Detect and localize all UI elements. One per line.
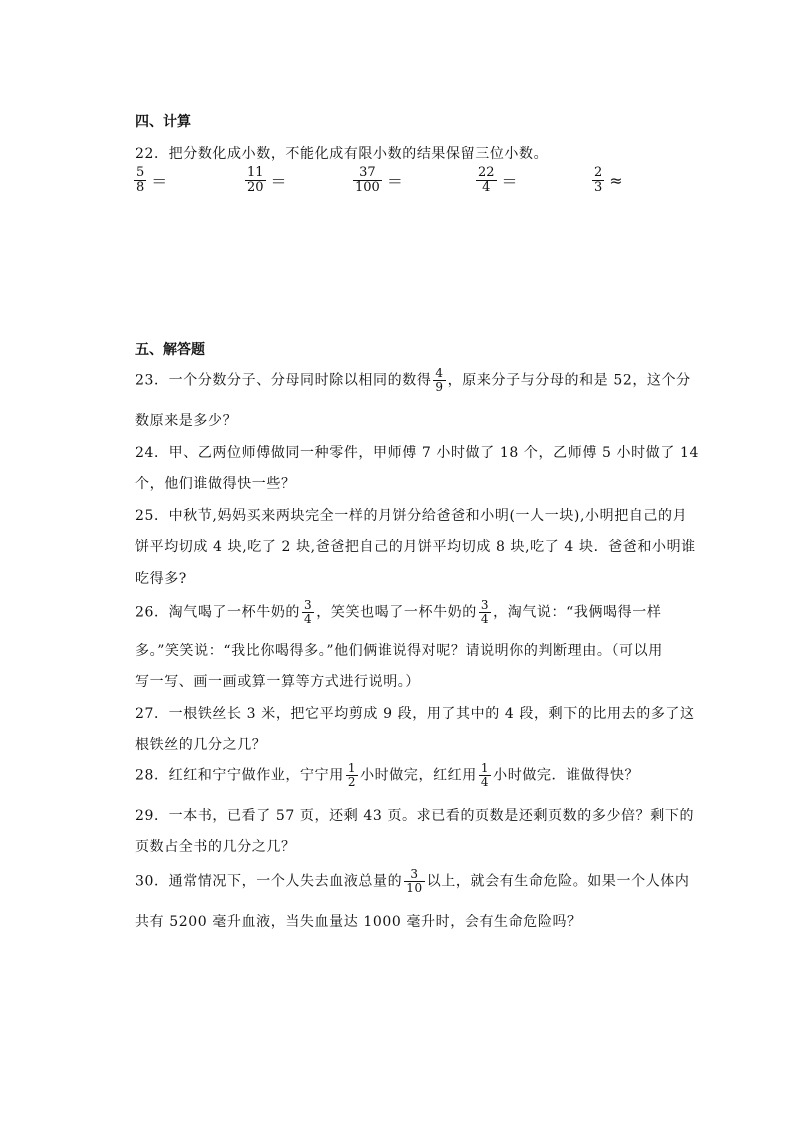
denominator: 8 (136, 180, 145, 195)
text-segment: 小时做完．谁做得快？ (493, 767, 640, 784)
question-22-text: 22．把分数化成小数，不能化成有限小数的结果保留三位小数。 (135, 146, 549, 162)
denominator: 2 (347, 775, 357, 789)
denominator: 10 (406, 881, 423, 895)
fraction (479, 762, 491, 789)
denominator: 4 (480, 612, 490, 626)
operator: ＝ (501, 172, 518, 191)
denominator: 100 (355, 180, 380, 195)
fraction (245, 166, 266, 195)
question-25-line-3: 吃得多? (135, 571, 187, 587)
fraction-exercise-2 (243, 166, 287, 195)
numerator: 3 (480, 598, 490, 612)
question-27-line-2: 根铁丝的几分之几？ (135, 737, 267, 753)
operator: ＝ (270, 172, 287, 191)
question-24-line-2: 个，他们谁做得快一些？ (135, 476, 296, 492)
numerator: 11 (247, 165, 264, 180)
question-26-line-3: 写一写、画一画或算一算等方式进行说明。） (135, 674, 420, 690)
question-25-line-2: 饼平均切成 4 块,吃了 2 块,爸爸把自己的月饼平均切成 8 块,吃了 4 块．爸爸和小明谁 (135, 539, 696, 555)
denominator: 4 (480, 775, 490, 789)
numerator: 22 (478, 165, 495, 180)
question-28-line-1 (135, 762, 639, 789)
question-29-line-1: 29．一本书，已看了 57 页，还剩 43 页。求已看的页数是还剩页数的多少倍？剩下的 (135, 808, 695, 824)
fraction (476, 166, 497, 195)
fraction-exercise-4 (474, 166, 518, 195)
numerator: 5 (136, 165, 145, 180)
fraction (302, 599, 314, 626)
fraction (479, 599, 491, 626)
text-segment: ，原来分子与分母的和是 52，这个分 (447, 372, 691, 389)
section-heading-word-problems: 五、解答题 (135, 342, 205, 358)
numerator: 1 (347, 761, 357, 775)
fraction (433, 367, 445, 394)
fraction (134, 166, 146, 195)
denominator: 20 (247, 180, 264, 195)
operator: ＝ (386, 172, 403, 191)
numerator: 3 (304, 598, 313, 612)
numerator: 37 (359, 165, 376, 180)
text-segment: ，淘气说：“我俩喝得一样 (493, 604, 662, 621)
denominator: 4 (304, 612, 313, 626)
fraction-exercise-5 (590, 166, 623, 195)
question-23-line-2: 数原来是多少？ (135, 413, 238, 429)
numerator: 2 (594, 165, 603, 180)
question-25-line-1: 25．中秋节,妈妈买来两块完全一样的月饼分给爸爸和小明(一人一块),小明把自己的月 (135, 508, 688, 524)
section-heading-calculation: 四、计算 (135, 114, 191, 130)
question-23-line-1 (135, 367, 691, 394)
fraction (592, 166, 604, 195)
text-segment: 26．淘气喝了一杯牛奶的 (135, 604, 301, 621)
text-segment: 28．红红和宁宁做作业，宁宁用 (135, 767, 344, 784)
fraction (404, 868, 424, 895)
question-26-line-2: 多。”笑笑说：“我比你喝得多。”他们俩谁说得对呢？请说明你的判断理由。（可以用 (135, 643, 663, 659)
question-30-line-1 (135, 868, 690, 895)
denominator: 4 (482, 180, 491, 195)
question-27-line-1: 27．一根铁丝长 3 米，把它平均剪成 9 段，用了其中的 4 段，剩下的比用去的多了这 (135, 706, 695, 722)
text-segment: 23．一个分数分子、分母同时除以相同的数得 (135, 372, 432, 389)
question-30-line-2: 共有 5200 毫升血液，当失血量达 1000 毫升时，会有生命危险吗？ (135, 914, 582, 930)
fraction (346, 762, 358, 789)
text-segment: 以上，就会有生命危险。如果一个人体内 (426, 873, 690, 890)
question-24-line-1: 24．甲、乙两位师傅做同一种零件，甲师傅 7 小时做了 18 个，乙师傅 5 小时做了 14 (135, 445, 700, 461)
numerator: 4 (435, 366, 444, 380)
denominator: 9 (435, 380, 444, 394)
denominator: 3 (594, 180, 603, 195)
operator: ≈ (609, 171, 623, 190)
fraction-exercise-3 (351, 166, 403, 195)
numerator: 1 (480, 761, 490, 775)
text-segment: 小时做完，红红用 (360, 767, 477, 784)
operator: ＝ (151, 172, 168, 191)
fraction-exercise-1 (132, 166, 167, 195)
question-29-line-2: 页数占全书的几分之几？ (135, 839, 296, 855)
fraction (353, 166, 382, 195)
question-26-line-1 (135, 599, 661, 626)
text-segment: ，笑笑也喝了一杯牛奶的 (316, 604, 477, 621)
numerator: 3 (410, 867, 419, 881)
text-segment: 30．通常情况下，一个人失去血液总量的 (135, 873, 403, 890)
